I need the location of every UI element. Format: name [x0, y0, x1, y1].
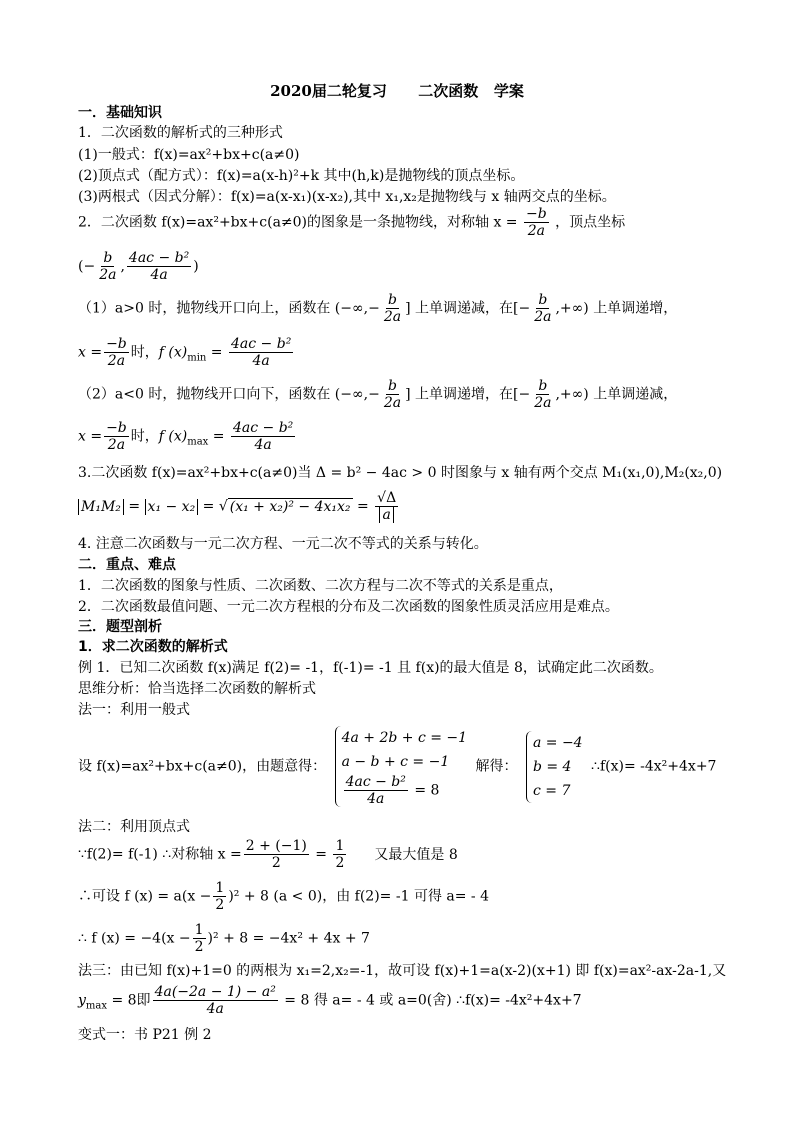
subscript: max: [85, 1000, 108, 1012]
numerator: −b: [526, 206, 547, 222]
page-title: 2020届二轮复习 二次函数 学案: [270, 82, 524, 100]
denominator: 4a: [206, 1001, 224, 1017]
fraction: [375, 490, 398, 523]
denominator: 4a: [252, 353, 270, 369]
text-segment: ，顶点坐标: [555, 214, 626, 231]
text-segment: =: [352, 498, 374, 515]
fraction: [532, 292, 553, 325]
denominator: 2a: [383, 309, 402, 325]
equation: 4a + 2b + c = −1: [341, 730, 468, 746]
text-segment: = 8: [409, 782, 440, 799]
denominator: a: [379, 507, 393, 523]
text-segment: )² + 8 = −4x² + 4x + 7: [207, 930, 370, 947]
text-segment: =: [123, 498, 145, 515]
text-segment: f (x): [158, 344, 188, 361]
denominator: 4a: [367, 791, 385, 807]
text-segment: x =: [78, 428, 103, 445]
text-segment: y: [78, 992, 86, 1009]
text-segment: = √: [198, 498, 228, 515]
section-heading-basics: 一．基础知识: [78, 105, 162, 121]
numerator: 1: [215, 880, 225, 896]
text-segment: =: [310, 846, 332, 863]
fraction: [97, 250, 118, 283]
abs-value: M₁M₂: [78, 499, 124, 515]
fraction: [153, 984, 278, 1017]
denominator: 2: [335, 855, 345, 871]
numerator: 4ac − b²: [345, 774, 406, 790]
text-segment: ∴f(x)= -4x²+4x+7: [591, 758, 717, 775]
abs-value: x₁ − x₂: [145, 499, 199, 515]
formula-line: [78, 378, 677, 411]
fraction: [244, 838, 309, 871]
solution-system: [526, 731, 583, 803]
numerator: −b: [106, 336, 127, 352]
text-line: 法三：由已知 f(x)+1=0 的两根为 x₁=2,x₂=-1，故可设 f(x)+1=a(x-2)(x+1) 即 f(x)=ax²-ax-2a-1,又: [78, 963, 727, 979]
text-segment: =: [206, 344, 227, 361]
numerator: −b: [106, 420, 127, 436]
equation: a − b + c = −1: [341, 754, 450, 770]
numerator: 4ac − b²: [128, 250, 190, 266]
text-line: 2．二次函数最值问题、一元二次方程根的分布及二次函数的图象性质灵活应用是难点。: [78, 599, 619, 615]
text-line: (3)两根式（因式分解）：f(x)=a(x-x₁)(x-x₂),其中 x₁,x₂是抛物线与 x 轴两交点的坐标。: [78, 189, 616, 205]
text-segment: 2．二次函数 f(x)=ax²+bx+c(a≠0)的图象是一条抛物线，对称轴 x =: [78, 214, 518, 231]
equation: a = −4: [532, 734, 583, 751]
formula-line: [78, 922, 370, 955]
text-segment: ,+∞) 上单调递增，: [555, 300, 678, 317]
text-line: (1)一般式：f(x)=ax²+bx+c(a≠0): [78, 147, 300, 163]
fraction: [231, 420, 295, 453]
text-line: 4. 注意二次函数与一元二次方程、一元二次不等式的关系与转化。: [78, 536, 488, 552]
formula-line: (− $\frac{b}{2a}$ , $\frac{\text{4ac − b²}}{4a}$ ): [78, 250, 199, 283]
numerator: 4a(−2a − 1) − a²: [154, 984, 276, 1000]
formula-line: [78, 336, 295, 369]
fraction: [344, 774, 408, 807]
text-segment: ] 上单调递增，在[−: [405, 386, 531, 403]
text-line: 3.二次函数 f(x)=ax²+bx+c(a≠0)当 Δ = b² − 4ac > 0 时图象与 x 轴有两个交点 M₁(x₁,0),M₂(x₂,0): [78, 465, 723, 481]
numerator: b: [538, 292, 548, 308]
fraction: [532, 378, 553, 411]
denominator: 2: [194, 939, 204, 955]
numerator: b: [387, 378, 397, 394]
numerator: b: [103, 250, 113, 266]
text-segment: 设 f(x)=ax²+bx+c(a≠0)，由题意得：: [78, 758, 327, 775]
text-segment: 时，: [130, 428, 159, 445]
numerator: 1: [335, 838, 345, 854]
text-segment: x =: [78, 344, 103, 361]
equation: c = 7: [532, 782, 571, 799]
text-segment: ∵f(2)= f(-1) ∴对称轴 x =: [78, 846, 242, 863]
denominator: 2a: [107, 437, 126, 453]
text-segment: ∴ f (x) = −4(x −: [78, 930, 191, 947]
numerator: b: [387, 292, 397, 308]
text-line: 思维分析：恰当选择二次函数的解析式: [78, 681, 316, 697]
text-segment: ,+∞) 上单调递减，: [555, 386, 678, 403]
denominator: 2: [215, 897, 225, 913]
text-line: 变式一：书 P21 例 2: [78, 1027, 212, 1043]
denominator: 4a: [150, 267, 168, 283]
denominator: 2a: [534, 309, 552, 325]
subscript: max: [187, 436, 209, 448]
fraction: [382, 378, 403, 411]
numerator: 4ac − b²: [231, 336, 292, 352]
fraction: [229, 336, 293, 369]
fraction: [333, 838, 346, 871]
text-line: 1．二次函数的图象与性质、二次函数、二次方程与二次不等式的关系是重点，: [78, 578, 563, 594]
formula-line: [78, 206, 625, 239]
section-heading-keypoints: 二．重点、难点: [78, 557, 176, 573]
fraction: [382, 292, 403, 325]
text-segment: ] 上单调递减，在[−: [405, 300, 531, 317]
text-line: 1．二次函数的解析式的三种形式: [78, 125, 283, 141]
text-segment: )² + 8 (a < 0)，由 f(2)= -1 可得 a= - 4: [228, 888, 490, 905]
fraction: [524, 206, 549, 239]
denominator: 2: [271, 855, 281, 871]
text-line: (2)顶点式（配方式）：f(x)=a(x-h)²+k 其中(h,k)是抛物线的顶点坐标。: [78, 168, 525, 184]
numerator: √Δ: [377, 490, 397, 506]
fraction: [193, 922, 206, 955]
denominator: 4a: [254, 437, 272, 453]
method-heading: 法二：利用顶点式: [78, 819, 190, 835]
denominator: 2a: [107, 353, 126, 369]
text-segment: 解得：: [475, 758, 518, 775]
denominator: 2a: [527, 223, 545, 239]
numerator: 1: [194, 922, 204, 938]
equation-system: [335, 726, 468, 807]
text-segment: f (x): [158, 428, 188, 445]
numerator: 4ac − b²: [232, 420, 294, 436]
formula-line: [78, 292, 677, 325]
text-segment: （2）a<0 时，抛物线开口向下，函数在 (−∞,−: [78, 386, 380, 403]
text-segment: （1）a>0 时，抛物线开口向上，函数在 (−∞,−: [78, 300, 380, 317]
equation: [342, 774, 468, 807]
fraction: [104, 420, 129, 453]
fraction: [127, 250, 191, 283]
fraction: [213, 880, 226, 913]
denominator: 2a: [99, 267, 117, 283]
radicand: (x₁ + x₂)² − 4x₁x₂: [229, 498, 351, 515]
text-segment: 又最大值是 8: [374, 846, 458, 863]
fraction: [104, 336, 129, 369]
text-segment: =: [208, 428, 229, 445]
numerator: 2 + (−1): [245, 838, 307, 854]
denominator: 2a: [383, 395, 402, 411]
formula-line: [78, 490, 400, 523]
formula-line: [78, 838, 458, 871]
equation: b = 4: [532, 758, 572, 775]
example-statement: 例 1．已知二次函数 f(x)满足 f(2)= -1，f(-1)= -1 且 f(x)的最大值是 8，试确定此二次函数。: [78, 660, 663, 676]
subsection-heading: 1．求二次函数的解析式: [78, 639, 228, 655]
numerator: b: [538, 378, 548, 394]
text-segment: 时，: [130, 344, 159, 361]
subscript: min: [187, 352, 207, 364]
section-heading-analysis: 三．题型剖析: [78, 619, 162, 635]
formula-line: [78, 726, 716, 807]
formula-line: [78, 984, 582, 1017]
formula-line: [78, 420, 297, 453]
denominator: 2a: [534, 395, 552, 411]
text-segment: = 8即: [107, 992, 151, 1009]
text-segment: ∴可设 f (x) = a(x −: [78, 888, 212, 905]
formula-line: [78, 880, 489, 913]
text-segment: = 8 得 a= - 4 或 a=0(舍) ∴f(x)= -4x²+4x+7: [279, 992, 582, 1009]
method-heading: 法一：利用一般式: [78, 702, 190, 718]
